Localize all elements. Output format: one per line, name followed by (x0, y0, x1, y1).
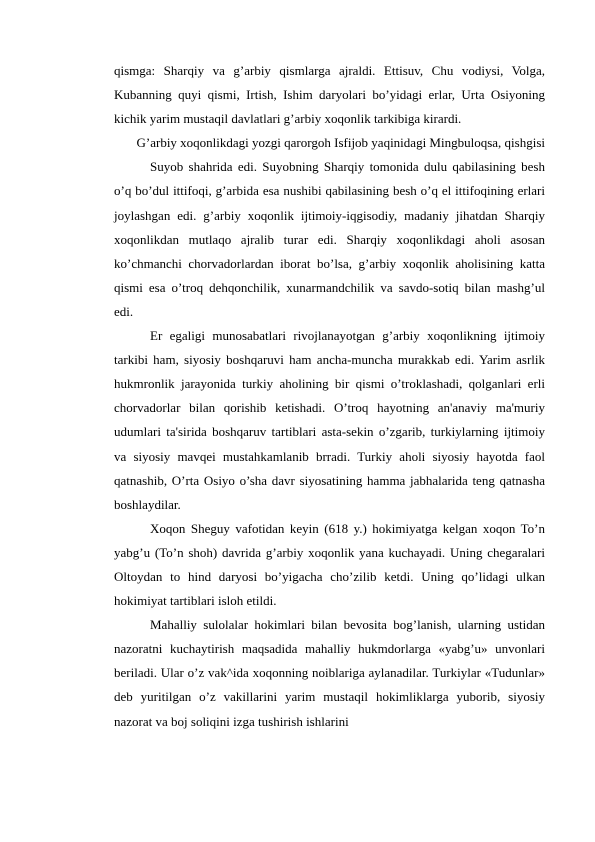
paragraph-right-aligned: G’arbiy xoqonlikdagi yozgi qarorgoh Isfijob yaqinidagi Mingbuloqsa, qishgisi (136, 135, 545, 151)
paragraph-continuation: qismga: Sharqiy va g’arbiy qismlarga ajraldi. Ettisuv, Chu vodiysi, Volga, Kubanning quyi qismi, Irtish, Ishim daryolari bo’yidagi erlar, Urta Osiyoning kichik yarim mustaqil davlatlari g’arbiy xoqonlik tarkibiga kirardi. (114, 63, 545, 127)
paragraph-mahalliy-sulolalar: Mahalliy sulolalar hokimlari bilan bevosita bog’lanish, ularning ustidan nazoratni kuchaytirish maqsadida mahalliy hukmdorlarga «yabg’u» unvonlari beriladi. Ular o’z vak^ida xoqonning noiblariga aylanadilar. Turkiylar «Tudunlar» deb yuritilgan o’z vakillarini yarim mustaqil hokimliklarga yuborib, siyosiy nazorat va boj soliqini izga tushirish ishlarini (114, 617, 545, 729)
paragraph-er-egaligi: Er egaligi munosabatlari rivojlanayotgan g’arbiy xoqonlikning ijtimoiy tarkibi ham, siyosiy boshqaruvi ham ancha-muncha murakkab edi. Yarim asrlik hukmronlik jarayonida turkiy aholining bir qismi o’troklashadi, qolganlari erli chorvadorlar bilan qorishib ketishadi. O’troq hayotning an'anaviy ma'muriy udumlari ta'sirida boshqaruv tartiblari asta-sekin o’zgarib, turkiylarning ijtimoiy va siyosiy mavqei mustahkamlanib brradi. Turkiy aholi siyosiy hayotda faol qatnashib, O’rta Osiyo o’sha davr siyosatining hamma jabhalarida teng qatnasha boshlaydilar. (114, 328, 545, 512)
paragraph-suyob: Suyob shahrida edi. Suyobning Sharqiy tomonida dulu qabilasining besh o’q bo’dul ittifoqi, g’arbida esa nushibi qabilasining besh o’q el ittifoqining erlari joylashgan edi. g’arbiy xoqonlik ijtimoiy-iqgisodiy, madaniy jihatdan Sharqiy xoqonlikdan mutlaqo ajralib turar edi. Sharqiy xoqonlikdagi aholi asosan ko’chmanchi chorvadorlardan iborat bo’lsa, g’arbiy xoqonlik aholisining katta qismi esa o’troq dehqonchilik, xunarmandchilik va savdo-sotiq bilan mashg’ul edi. (114, 159, 545, 319)
paragraph-xoqon-sheguy: Xoqon Sheguy vafotidan keyin (618 y.) hokimiyatga kelgan xoqon To’n yabg’u (To’n shoh) davrida g’arbiy xoqonlik yana kuchayadi. Uning chegaralari Oltoydan to hind daryosi bo’yigacha cho’zilib ketdi. Uning qo’lidagi ulkan hokimiyat tartiblari isloh etildi. (114, 520, 545, 609)
document-page (114, 59, 545, 734)
